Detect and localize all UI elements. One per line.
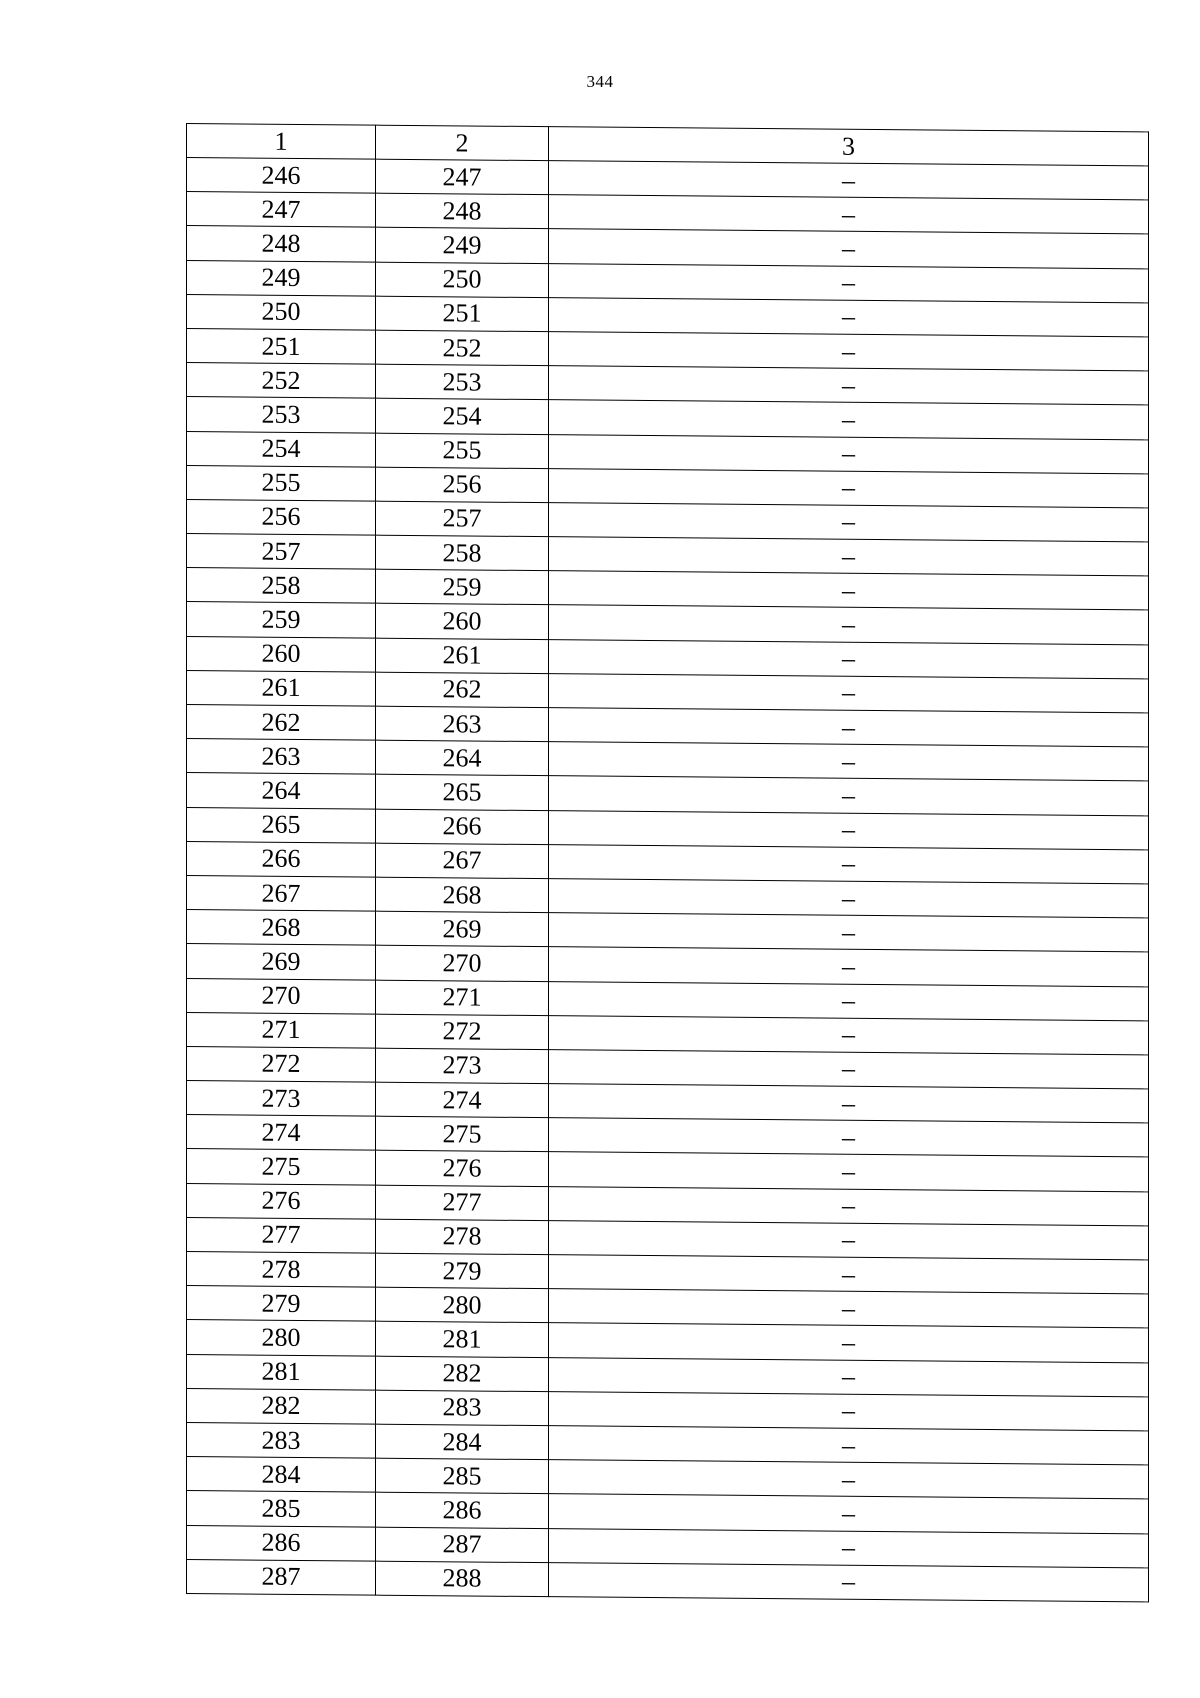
table-cell: 256 (376, 467, 549, 503)
table-cell: – (549, 366, 1149, 405)
table-cell: 247 (187, 192, 376, 228)
table-cell: – (549, 1323, 1149, 1362)
table-cell: 254 (376, 398, 549, 434)
table-cell: 281 (187, 1354, 376, 1390)
table-cell: 250 (187, 294, 376, 330)
table-row (187, 1559, 1149, 1602)
table-cell: 267 (187, 875, 376, 911)
table-cell: 268 (376, 877, 549, 913)
table-cell: 253 (187, 397, 376, 433)
table-cell: 285 (376, 1458, 549, 1494)
table-cell: 259 (187, 602, 376, 638)
table-cell: 284 (187, 1457, 376, 1493)
table-cell: 286 (187, 1525, 376, 1561)
table-cell: 269 (187, 944, 376, 980)
table-cell: 283 (376, 1390, 549, 1426)
table-cell: 256 (187, 499, 376, 535)
table-cell: – (549, 1562, 1149, 1601)
table-cell: 249 (187, 260, 376, 296)
table-cell: 270 (376, 945, 549, 981)
table-cell: – (549, 879, 1149, 918)
table-cell: 269 (376, 911, 549, 947)
table-cell: 273 (187, 1081, 376, 1117)
table-cell: 272 (376, 1014, 549, 1050)
table-cell: 265 (376, 775, 549, 811)
table-cell: – (549, 1494, 1149, 1533)
table-cell: 251 (376, 296, 549, 332)
table-cell: 278 (376, 1219, 549, 1255)
table-cell: 260 (187, 636, 376, 672)
table-cell: 280 (187, 1320, 376, 1356)
table-cell: 263 (187, 739, 376, 775)
table-cell: 248 (376, 193, 549, 229)
table-cell: 261 (376, 638, 549, 674)
table-cell: 250 (376, 262, 549, 298)
table-cell: – (549, 1460, 1149, 1499)
table-cell: – (549, 1186, 1149, 1225)
table-cell: 266 (187, 841, 376, 877)
table-cell: 264 (187, 773, 376, 809)
table-cell: – (549, 195, 1149, 234)
table-cell: 248 (187, 226, 376, 262)
table-cell: 249 (376, 228, 549, 264)
table-cell: 271 (187, 1012, 376, 1048)
table-cell: 257 (187, 534, 376, 570)
table-cell: 274 (376, 1082, 549, 1118)
table-cell: – (549, 742, 1149, 781)
table-cell: – (549, 468, 1149, 507)
table-cell: 258 (376, 535, 549, 571)
table-cell: – (549, 776, 1149, 815)
table-cell: 274 (187, 1115, 376, 1151)
table-cell: 282 (376, 1356, 549, 1392)
table-cell: 263 (376, 706, 549, 742)
table-cell: – (549, 571, 1149, 610)
table-cell: 282 (187, 1388, 376, 1424)
table-cell: 266 (376, 809, 549, 845)
table-cell: 287 (187, 1559, 376, 1595)
table-cell: 251 (187, 328, 376, 364)
table-cell: 258 (187, 568, 376, 604)
table-cell: 253 (376, 364, 549, 400)
table-cell: – (549, 229, 1149, 268)
table-cell: 276 (187, 1183, 376, 1219)
table-cell: – (549, 400, 1149, 439)
table-cell: 271 (376, 980, 549, 1016)
table-cell: 257 (376, 501, 549, 537)
table-cell: – (549, 639, 1149, 678)
table-cell: 278 (187, 1252, 376, 1288)
table-cell: 279 (376, 1253, 549, 1289)
table-cell: 275 (376, 1116, 549, 1152)
table-cell: – (549, 263, 1149, 302)
table-cell: – (549, 537, 1149, 576)
table-cell: – (549, 332, 1149, 371)
table-cell: – (549, 981, 1149, 1020)
table-cell: – (549, 1255, 1149, 1294)
table-cell: 252 (376, 330, 549, 366)
table-cell: 267 (376, 843, 549, 879)
table-cell: 270 (187, 978, 376, 1014)
table-cell: 287 (376, 1527, 549, 1563)
table-cell: 264 (376, 740, 549, 776)
table-cell: 286 (376, 1492, 549, 1528)
table-cell: 262 (187, 705, 376, 741)
data-table (186, 123, 1149, 1602)
table-cell: – (549, 434, 1149, 473)
table-cell: – (549, 1118, 1149, 1157)
table-cell: – (549, 297, 1149, 336)
table-cell: 285 (187, 1491, 376, 1527)
table-cell: – (549, 1528, 1149, 1567)
table-cell: 281 (376, 1322, 549, 1358)
table-cell: – (549, 673, 1149, 712)
table-cell: 259 (376, 569, 549, 605)
table-cell: – (549, 1084, 1149, 1123)
table-cell: 277 (376, 1185, 549, 1221)
table-cell: – (549, 708, 1149, 747)
table-cell: 272 (187, 1046, 376, 1082)
table-cell: 283 (187, 1422, 376, 1458)
table-cell: – (549, 947, 1149, 986)
table-cell: 277 (187, 1217, 376, 1253)
table-cell: – (549, 605, 1149, 644)
table-cell: – (549, 1426, 1149, 1465)
table-cell: 252 (187, 363, 376, 399)
column-header: 2 (376, 125, 549, 161)
column-header: 1 (187, 124, 376, 160)
table-cell: – (549, 1289, 1149, 1328)
table-cell: 273 (376, 1048, 549, 1084)
table-cell: – (549, 1015, 1149, 1054)
table-cell: 275 (187, 1149, 376, 1185)
table-body (187, 158, 1149, 1602)
table-cell: 255 (187, 465, 376, 501)
table-cell: 276 (376, 1151, 549, 1187)
table-cell: 265 (187, 807, 376, 843)
table-cell: 254 (187, 431, 376, 467)
table-cell: – (549, 913, 1149, 952)
table-cell: – (549, 161, 1149, 200)
table-cell: – (549, 810, 1149, 849)
table-cell: 255 (376, 433, 549, 469)
table-cell: 284 (376, 1424, 549, 1460)
table-cell: 280 (376, 1287, 549, 1323)
table-cell: – (549, 1220, 1149, 1259)
table-cell: 246 (187, 158, 376, 194)
table-cell: 260 (376, 604, 549, 640)
table-cell: 268 (187, 910, 376, 946)
page-number: 344 (586, 72, 614, 91)
table-cell: – (549, 503, 1149, 542)
table-cell: – (549, 1391, 1149, 1430)
table-cell: 288 (376, 1561, 549, 1597)
table-cell: – (549, 1152, 1149, 1191)
table-cell: 247 (376, 159, 549, 195)
table-cell: – (549, 1357, 1149, 1396)
table-cell: – (549, 844, 1149, 883)
table-cell: – (549, 1050, 1149, 1089)
column-header: 3 (549, 127, 1149, 166)
table-cell: 261 (187, 670, 376, 706)
table-cell: 279 (187, 1286, 376, 1322)
table-cell: 262 (376, 672, 549, 708)
